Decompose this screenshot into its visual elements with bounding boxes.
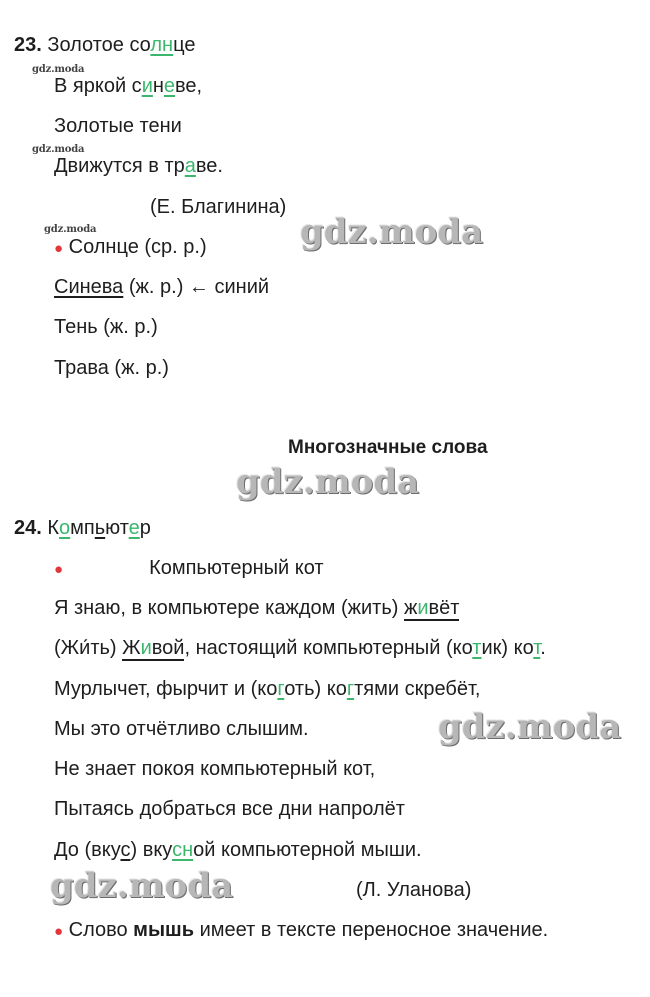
ex23-word-2: Синева (ж. р.) ← синий bbox=[54, 276, 270, 298]
poem-title: Компьютерный кот bbox=[149, 557, 324, 579]
ex24-author: (Л. Уланова) bbox=[356, 879, 472, 901]
ex23-word-4: Трава (ж. р.) bbox=[54, 357, 169, 379]
watermark-small: gdz.moda bbox=[32, 144, 85, 155]
ex23-line-4: Движутся в траве. bbox=[54, 155, 223, 177]
ex23-author: (Е. Благинина) bbox=[150, 196, 287, 218]
ex24-poem-line-5: Не знает покоя компьютерный кот, bbox=[54, 758, 376, 780]
ex23-word-3: Тень (ж. р.) bbox=[54, 316, 158, 338]
ex23-line-2: В яркой синеве, bbox=[54, 75, 203, 97]
watermark-small: gdz.moda bbox=[44, 224, 97, 235]
watermark-big: gdz.moda bbox=[50, 866, 234, 906]
watermark-big: gdz.moda bbox=[300, 212, 484, 252]
ex23-title: 23. Золотое солнце bbox=[14, 34, 196, 56]
ex24-poem-line-3: Мурлычет, фырчит и (коготь) когтями скребёт, bbox=[54, 678, 481, 700]
ex23-word-1: ● Солнце (ср. р.) bbox=[54, 236, 207, 258]
ex24-note: ● Слово мышь имеет в тексте переносное значение. bbox=[54, 919, 549, 941]
watermark-small: gdz.moda bbox=[32, 64, 85, 75]
ex24-poem-line-4: Мы это отчётливо слышим. bbox=[54, 718, 309, 740]
bullet-icon: ● bbox=[54, 923, 64, 940]
ex23-line-3: Золотые тени bbox=[54, 115, 182, 137]
ex24-poem-line-1: Я знаю, в компьютере каждом (жить) живёт bbox=[54, 597, 460, 619]
ex24-poem-line-2: (Жи́ть) Живой, настоящий компьютерный (котик) кот. bbox=[54, 637, 546, 659]
ex24-poem-title-line bbox=[54, 556, 324, 582]
watermark-big: gdz.moda bbox=[438, 707, 622, 747]
ex24-title: 24. Компьютер bbox=[14, 517, 151, 539]
ex24-poem-line-6: Пытаясь добраться все дни напролёт bbox=[54, 798, 405, 820]
watermark-big: gdz.moda bbox=[236, 462, 420, 502]
section-heading: Многозначные слова bbox=[288, 437, 488, 458]
bullet-icon: ● bbox=[54, 240, 64, 257]
bullet-icon: ● bbox=[54, 561, 64, 578]
ex24-poem-line-7: До (вкус) вкусной компьютерной мыши. bbox=[54, 839, 422, 861]
